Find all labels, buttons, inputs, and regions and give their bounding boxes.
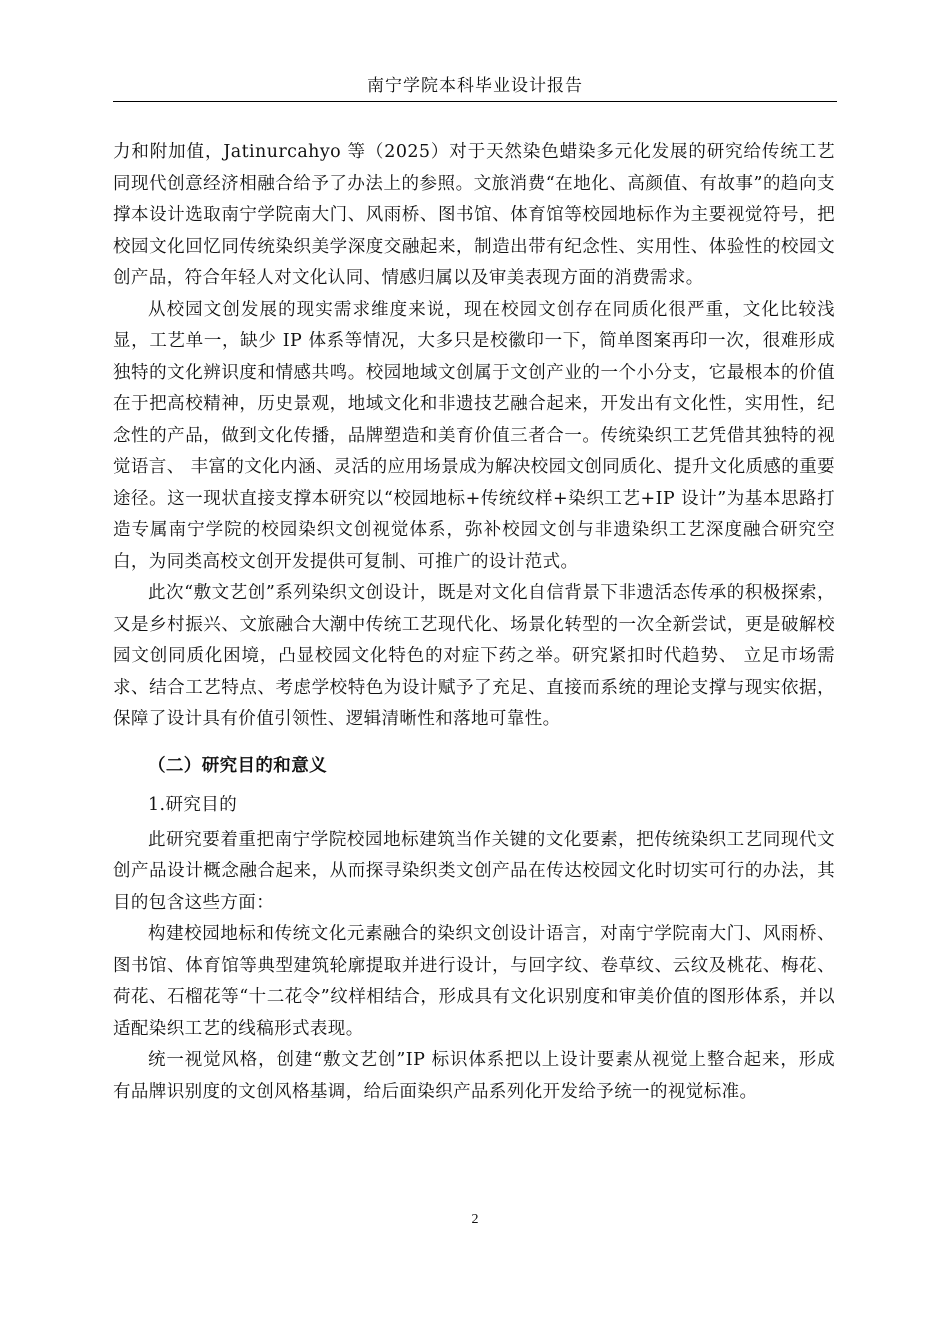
- subsection-heading: 1.研究目的: [148, 794, 238, 815]
- paragraph-1: 力和附加值，Jatinurcahyo 等（2025）对于天然染色蜡染多元化发展的研究给传统工艺同现代创意经济相融合给予了办法上的参照。文旅消费“在地化、高颜值、有故事”的趋向支撑本设计选取南宁学院南大门、风雨桥、图书馆、体育馆等校园地标作为主要视觉符号，把校园文化回忆同传统染织美学深度交融起来，制造出带有纪念性、实用性、体验性的校园文创产品，符合年轻人对文化认同、情感归属以及审美表现方面的消费需求。: [113, 142, 835, 288]
- page-number: 2: [471, 1212, 479, 1227]
- running-header: 南宁学院本科毕业设计报告: [367, 76, 583, 96]
- paragraph-2: 从校园文创发展的现实需求维度来说，现在校园文创存在同质化很严重，文化比较浅显，工艺单一，缺少 IP 体系等情况，大多只是校徽印一下，简单图案再印一次，很难形成独特的文化辨识度和情感共鸣。校园地域文创属于文创产业的一个小分支，它最根本的价值在于把高校精神，历史景观，地域文化和非遗技艺融合起来，开发出有文化性，实用性，纪念性的产品，做到文化传播，品牌塑造和美育价值三者合一。传统染织工艺凭借其独特的视觉语言、 丰富的文化内涵、灵活的应用场景成为解决校园文创同质化、提升文化质感的重要途径。这一现状直接支撑本研究以“校园地标+传统纹样+染织工艺+IP 设计”为基本思路打造专属南宁学院的校园染织文创视觉体系，弥补校园文创与非遗染织工艺深度融合研究空白，为同类高校文创开发提供可复制、可推广的设计范式。: [113, 299, 835, 572]
- header-rule: [113, 101, 837, 102]
- document-body: [113, 137, 835, 1108]
- section-heading: （二）研究目的和意义: [148, 755, 327, 776]
- paragraph-5: 构建校园地标和传统文化元素融合的染织文创设计语言，对南宁学院南大门、风雨桥、图书馆、体育馆等典型建筑轮廓提取并进行设计，与回字纹、卷草纹、云纹及桃花、梅花、荷花、石榴花等“十二花令”纹样相结合，形成具有文化识别度和审美价值的图形体系，并以适配染织工艺的线稿形式表现。: [113, 924, 835, 1039]
- paragraph-4: 此研究要着重把南宁学院校园地标建筑当作关键的文化要素，把传统染织工艺同现代文创产品设计概念融合起来，从而探寻染织类文创产品在传达校园文化时切实可行的办法，其目的包含这些方面：: [113, 829, 835, 913]
- paragraph-6: 统一视觉风格，创建“敷文艺创”IP 标识体系把以上设计要素从视觉上整合起来，形成有品牌识别度的文创风格基调，给后面染织产品系列化开发给予统一的视觉标准。: [113, 1050, 836, 1102]
- paragraph-3: 此次“敷文艺创”系列染织文创设计，既是对文化自信背景下非遗活态传承的积极探索，又是乡村振兴、文旅融合大潮中传统工艺现代化、场景化转型的一次全新尝试，更是破解校园文创同质化困境，凸显校园文化特色的对症下药之举。研究紧扣时代趋势、 立足市场需求、结合工艺特点、考虑学校特色为设计赋予了充足、直接而系统的理论支撑与现实依据，保障了设计具有价值引领性、逻辑清晰性和落地可靠性。: [113, 583, 835, 729]
